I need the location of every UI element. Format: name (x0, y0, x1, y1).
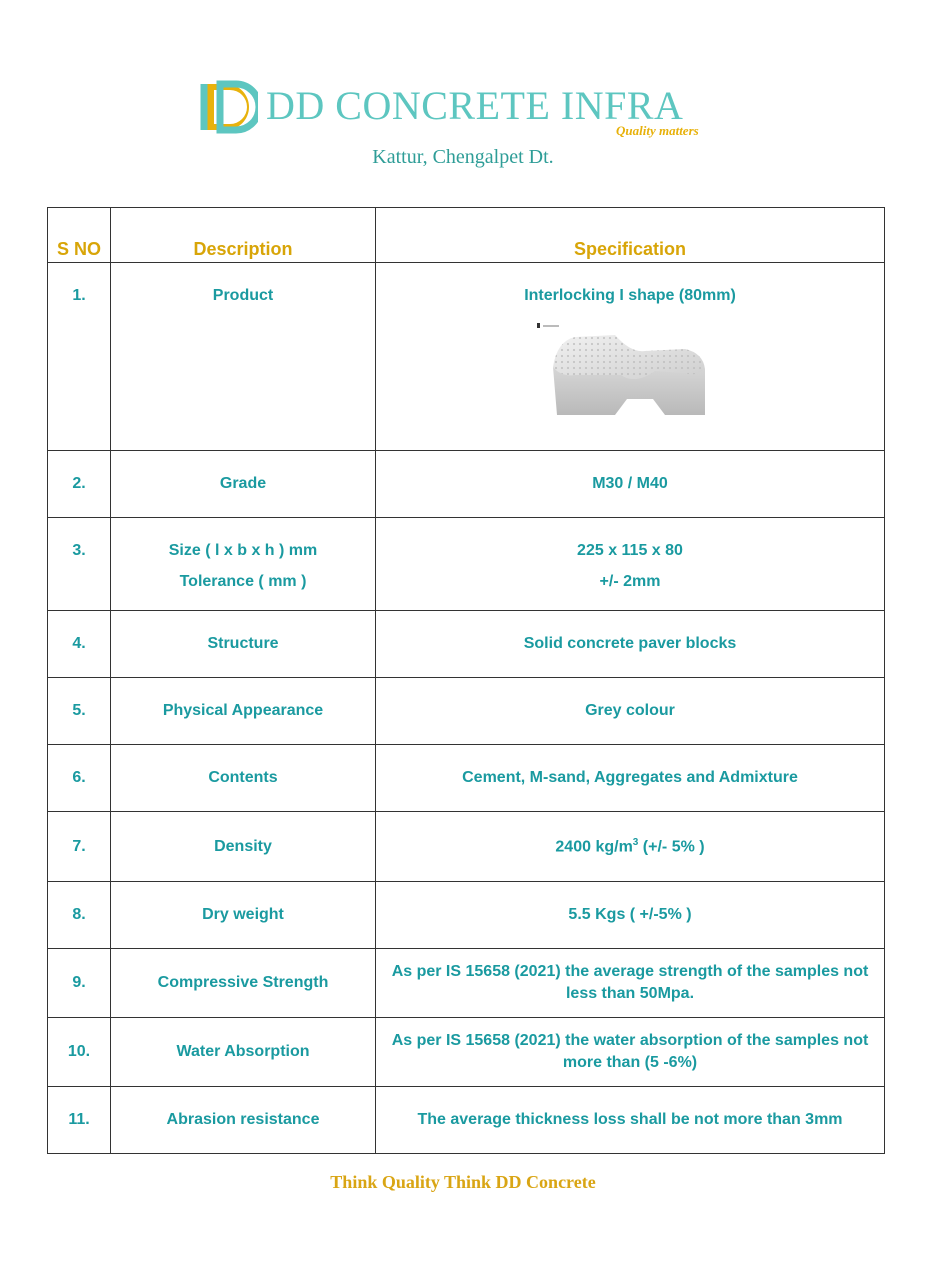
table-row (48, 1087, 885, 1154)
row-specification (376, 1018, 885, 1087)
table-row (48, 518, 885, 611)
row-description: Grade (111, 451, 376, 518)
table-row (48, 611, 885, 678)
paver-block-image (535, 323, 705, 418)
row-specification (376, 812, 885, 882)
row-specification: M30 / M40 (376, 451, 885, 518)
table-row (48, 263, 885, 451)
row-description: Density (111, 812, 376, 882)
specification-table (47, 207, 885, 1154)
row-sno: 4. (48, 611, 111, 678)
table-row (48, 949, 885, 1018)
table-header-row (48, 208, 885, 263)
density-value: 2400 kg/m (555, 838, 633, 856)
spec-text: As per IS 15658 (2021) the average strength of the samples not less than 50Mpa. (391, 963, 869, 1002)
table-row (48, 882, 885, 949)
row-specification: Solid concrete paver blocks (376, 611, 885, 678)
row-specification: Cement, M-sand, Aggregates and Admixture (376, 745, 885, 812)
table-row (48, 451, 885, 518)
dd-logo-icon (200, 80, 258, 134)
header (0, 0, 926, 200)
row-description: Physical Appearance (111, 678, 376, 745)
row-description: Product (111, 263, 376, 451)
table-row (48, 745, 885, 812)
row-specification: The average thickness loss shall be not more than 3mm (376, 1087, 885, 1154)
row-sno: 6. (48, 745, 111, 812)
header-sno: S NO (48, 208, 111, 263)
row-description: Structure (111, 611, 376, 678)
row-description (111, 518, 376, 611)
header-description: Description (111, 208, 376, 263)
row-specification (376, 949, 885, 1018)
row-sno: 1. (48, 263, 111, 451)
row-sno: 9. (48, 949, 111, 1018)
row-specification: 5.5 Kgs ( +/-5% ) (376, 882, 885, 949)
density-exponent: 3 (632, 836, 639, 848)
row-description: Contents (111, 745, 376, 812)
row-sno: 5. (48, 678, 111, 745)
row-sno: 7. (48, 812, 111, 882)
table-row (48, 1018, 885, 1087)
row-description: Compressive Strength (111, 949, 376, 1018)
row-description: Abrasion resistance (111, 1087, 376, 1154)
tolerance-label: Tolerance ( mm ) (179, 573, 307, 590)
row-description: Dry weight (111, 882, 376, 949)
row-description: Water Absorption (111, 1018, 376, 1087)
row-sno: 8. (48, 882, 111, 949)
row-specification: Grey colour (376, 678, 885, 745)
footer-slogan: Think Quality Think DD Concrete (330, 1172, 596, 1192)
header-specification: Specification (376, 208, 885, 263)
size-value: 225 x 115 x 80 (577, 542, 683, 559)
location-text: Kattur, Chengalpet Dt. (372, 146, 554, 168)
row-sno: 2. (48, 451, 111, 518)
row-specification (376, 263, 885, 451)
table-row (48, 678, 885, 745)
table-row (48, 812, 885, 882)
size-label: Size ( l x b x h ) mm (168, 542, 318, 559)
brand-tagline: Quality matters (616, 123, 699, 138)
row-sno: 10. (48, 1018, 111, 1087)
row-specification (376, 518, 885, 611)
row-sno: 3. (48, 518, 111, 611)
brand-title: DD CONCRETE INFRA (266, 83, 684, 128)
spec-text: As per IS 15658 (2021) the water absorption of the samples not more than (5 -6%) (391, 1032, 869, 1071)
row-sno: 11. (48, 1087, 111, 1154)
density-tolerance: (+/- 5% ) (638, 838, 705, 856)
tolerance-value: +/- 2mm (599, 573, 661, 590)
spec-text: Interlocking I shape (80mm) (524, 287, 736, 304)
